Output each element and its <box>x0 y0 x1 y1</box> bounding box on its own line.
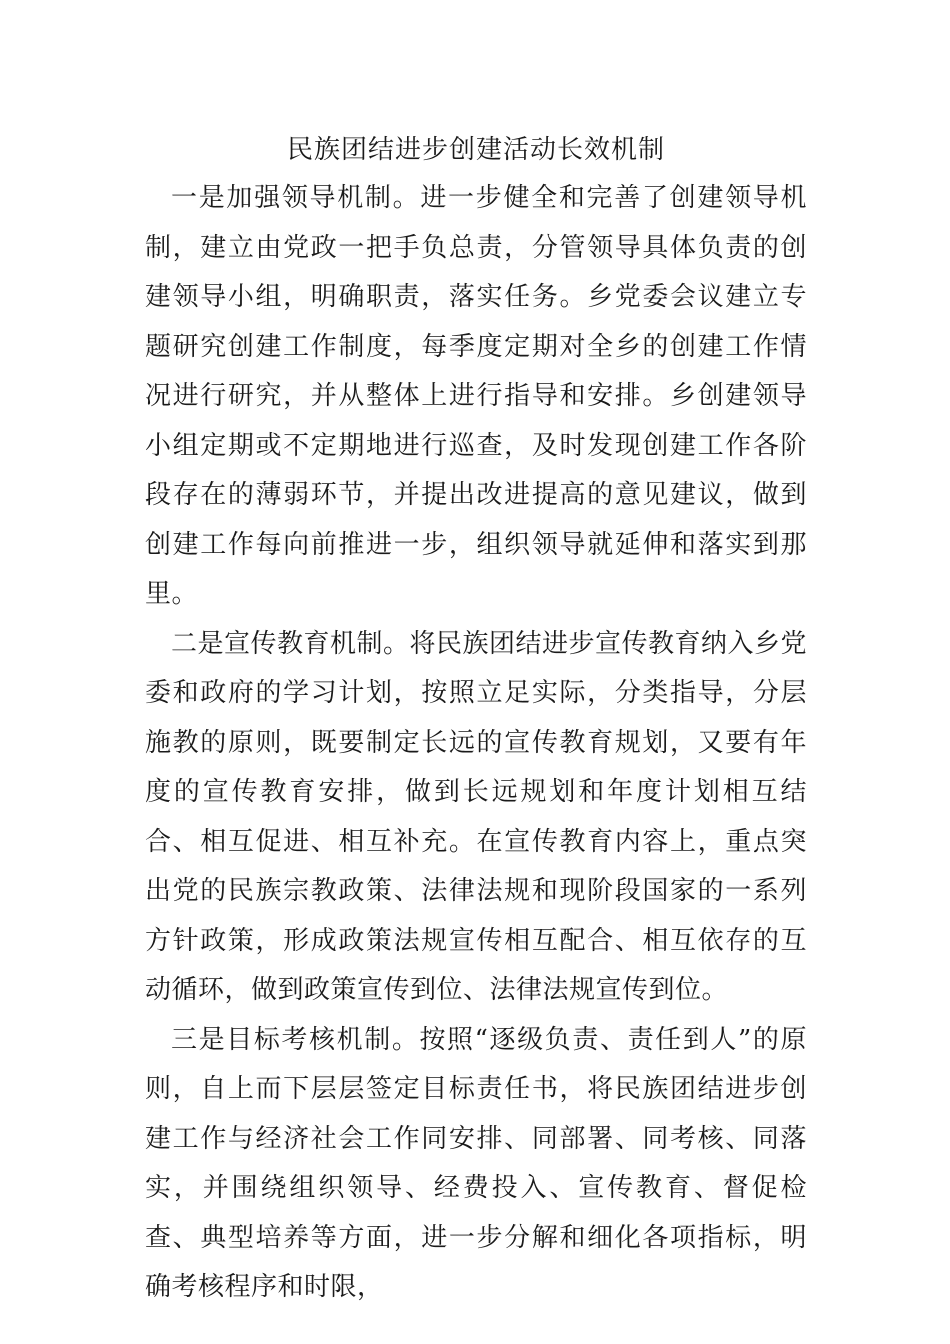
paragraph-target-assessment-mechanism: 三是目标考核机制。按照“逐级负责、责任到人”的原则，自上而下层层签定目标责任书，将民族团结进步创建工作与经济社会工作同安排、同部署、同考核、同落实，并围绕组织领导、经费投入、宣传教育、督促检查、典型培养等方面，进一步分解和细化各项指标，明确考核程序和时限， <box>145 1024 807 1302</box>
paragraph-publicity-education-mechanism: 二是宣传教育机制。将民族团结进步宣传教育纳入乡党委和政府的学习计划，按照立足实际，分类指导，分层施教的原则，既要制定长远的宣传教育规划，又要有年度的宣传教育安排，做到长远规划和年度计划相互结合、相互促进、相互补充。在宣传教育内容上，重点突出党的民族宗教政策、法律法规和现阶段国家的一系列方针政策，形成政策法规宣传相互配合、相互依存的互动循环，做到政策宣传到位、法律法规宣传到位。 <box>145 628 808 1005</box>
document-title: 民族团结进步创建活动长效机制 <box>286 135 665 165</box>
document-page <box>145 126 807 1313</box>
paragraph-leadership-mechanism: 一是加强领导机制。进一步健全和完善了创建领导机制，建立由党政一把手负总责，分管领导具体负责的创建领导小组，明确职责，落实任务。乡党委会议建立专题研究创建工作制度，每季度定期对全乡的创建工作情况进行研究，并从整体上进行指导和安排。乡创建领导小组定期或不定期地进行巡查，及时发现创建工作各阶段存在的薄弱环节，并提出改进提高的意见建议，做到创建工作每向前推进一步，组织领导就延伸和落实到那里。 <box>145 183 807 609</box>
